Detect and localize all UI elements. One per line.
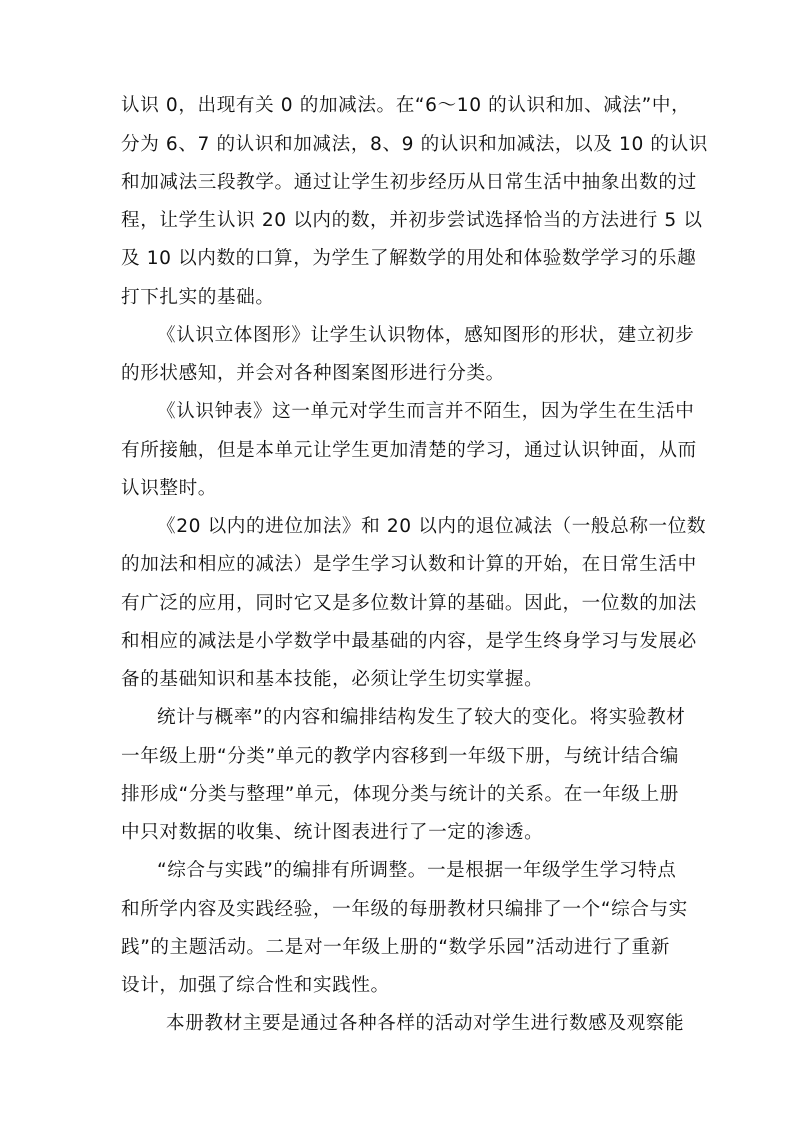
text-line: 有广泛的应用，同时它又是多位数计算的基础。因此，一位数的加法 bbox=[121, 593, 697, 614]
text-line: 和相应的减法是小学数学中最基础的内容，是学生终身学习与发展必 bbox=[121, 631, 697, 652]
text-line: 及 10 以内数的口算，为学生了解数学的用处和体验数学学习的乐趣 bbox=[121, 248, 697, 269]
text-line: 的形状感知，并会对各种图案图形进行分类。 bbox=[121, 363, 505, 384]
text-line: 排形成“分类与整理”单元，体现分类与统计的关系。在一年级上册 bbox=[121, 784, 679, 805]
text-line: 打下扎实的基础。 bbox=[121, 287, 275, 308]
text-line: 设计，加强了综合性和实践性。 bbox=[121, 975, 390, 996]
text-line: “综合与实践”的编排有所调整。一是根据一年级学生学习特点 bbox=[157, 860, 677, 881]
text-line: 践”的主题活动。二是对一年级上册的“数学乐园”活动进行了重新 bbox=[121, 937, 670, 958]
text-line: 认识整时。 bbox=[121, 478, 217, 499]
text-line: 本册教材主要是通过各种各样的活动对学生进行数感及观察能 bbox=[166, 1013, 685, 1034]
text-line: 分为 6、7 的认识和加减法，8、9 的认识和加减法，以及 10 的认识 bbox=[121, 134, 708, 155]
text-line: 《认识钟表》这一单元对学生而言并不陌生，因为学生在生活中 bbox=[157, 401, 695, 422]
text-line: 中只对数据的收集、统计图表进行了一定的渗透。 bbox=[121, 822, 544, 843]
text-line: 备的基础知识和基本技能，必须让学生切实掌握。 bbox=[121, 669, 544, 690]
text-line: 《20 以内的进位加法》和 20 以内的退位减法（一般总称一位数 bbox=[157, 516, 707, 537]
text-line: 《认识立体图形》让学生认识物体，感知图形的形状，建立初步 bbox=[157, 325, 695, 346]
text-line: 的加法和相应的减法）是学生学习认数和计算的开始，在日常生活中 bbox=[121, 554, 697, 575]
text-line: 统计与概率”的内容和编排结构发生了较大的变化。将实验教材 bbox=[157, 707, 686, 728]
text-line: 和所学内容及实践经验，一年级的每册教材只编排了一个“综合与实 bbox=[121, 899, 688, 920]
text-line: 和加减法三段教学。通过让学生初步经历从日常生活中抽象出数的过 bbox=[121, 172, 697, 193]
text-line: 一年级上册“分类”单元的教学内容移到一年级下册，与统计结合编 bbox=[121, 746, 679, 767]
text-line: 程，让学生认识 20 以内的数，并初步尝试选择恰当的方法进行 5 以 bbox=[121, 210, 703, 231]
text-line: 认识 0，出现有关 0 的加减法。在“6～10 的认识和加、减法”中， bbox=[121, 95, 691, 116]
text-line: 有所接触，但是本单元让学生更加清楚的学习，通过认识钟面，从而 bbox=[121, 440, 697, 461]
